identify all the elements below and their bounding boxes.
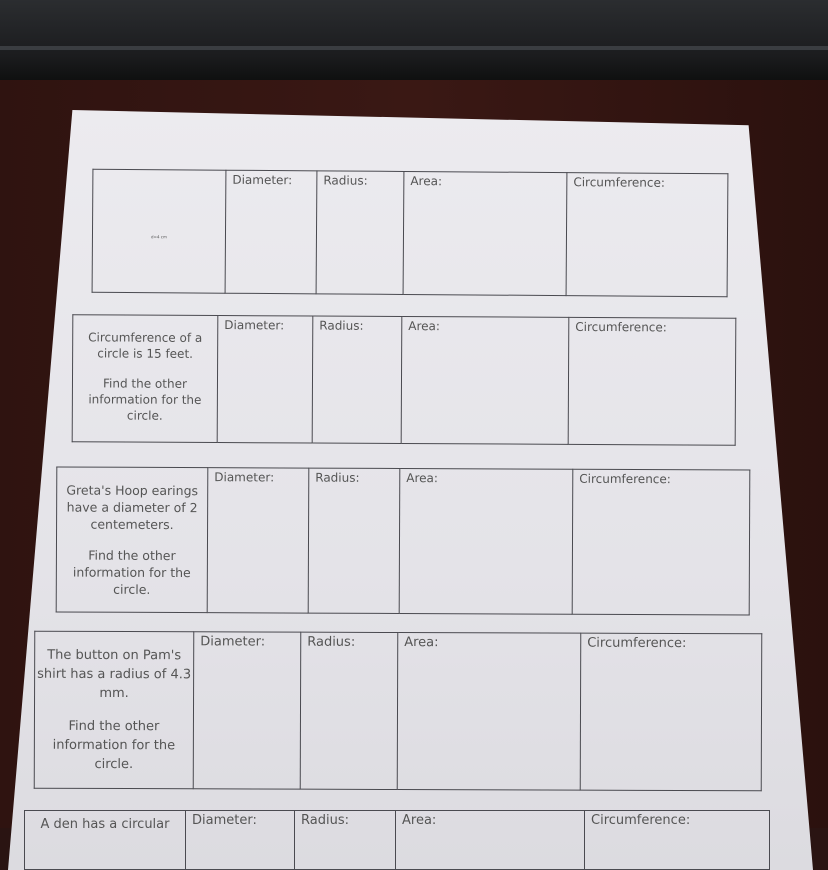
problem-3-prompt <box>56 467 208 613</box>
circumference-cell[interactable] <box>568 317 736 445</box>
problem-3-instruction: Find the other information for the circle. <box>72 547 191 597</box>
problem-4-prompt <box>34 631 194 789</box>
diameter-label: Diameter: <box>232 172 293 188</box>
circumference-cell[interactable] <box>585 811 770 870</box>
diameter-label: Diameter: <box>224 318 285 333</box>
diameter-cell[interactable] <box>186 811 295 870</box>
circumference-cell[interactable] <box>566 173 728 297</box>
radius-label: Radius: <box>315 470 360 485</box>
problem-table-5 <box>24 810 770 870</box>
scanner-lid <box>0 0 828 80</box>
circumference-label: Circumference: <box>573 175 665 190</box>
diameter-cell[interactable] <box>217 316 313 443</box>
circumference-label: Circumference: <box>579 471 671 487</box>
diameter-label: Diameter: <box>214 470 275 485</box>
circumference-cell[interactable] <box>572 469 750 615</box>
circumference-cell[interactable] <box>580 633 762 791</box>
circumference-label: Circumference: <box>587 635 687 652</box>
circumference-label: Circumference: <box>575 319 667 335</box>
radius-label: Radius: <box>319 318 364 333</box>
problem-4-statement: The button on Pam's shirt has a radius of 4.3 mm. <box>37 647 192 702</box>
diameter-cell[interactable] <box>225 170 317 294</box>
problem-5-prompt <box>25 811 186 870</box>
diameter-label: Diameter: <box>192 813 257 828</box>
problem-table-2 <box>72 314 737 445</box>
problem-1-figure-label: d=4 cm <box>151 234 167 240</box>
area-label: Area: <box>404 635 439 651</box>
area-label: Area: <box>410 174 443 189</box>
problem-5-statement: A den has a circular <box>40 817 170 832</box>
area-cell[interactable] <box>397 632 581 790</box>
radius-label: Radius: <box>301 813 349 828</box>
radius-cell[interactable] <box>308 468 400 613</box>
diameter-label: Diameter: <box>200 634 266 650</box>
circumference-label: Circumference: <box>591 813 691 828</box>
radius-cell[interactable] <box>312 316 402 443</box>
problem-table-3 <box>56 466 751 615</box>
diameter-cell[interactable] <box>193 632 301 789</box>
area-cell[interactable] <box>401 316 569 444</box>
radius-label: Radius: <box>307 634 356 650</box>
radius-label: Radius: <box>323 173 368 188</box>
problem-2-instruction: Find the other information for the circle. <box>88 376 202 423</box>
radius-cell[interactable] <box>300 632 398 789</box>
scanner-edge <box>0 46 828 50</box>
radius-cell[interactable] <box>316 171 404 295</box>
radius-cell[interactable] <box>295 811 396 870</box>
problem-2-prompt <box>72 315 218 443</box>
area-cell[interactable] <box>403 171 567 295</box>
area-cell[interactable] <box>399 468 573 614</box>
area-cell[interactable] <box>396 811 585 870</box>
area-label: Area: <box>406 471 438 486</box>
diameter-cell[interactable] <box>207 468 309 613</box>
problem-4-instruction: Find the other information for the circle. <box>52 718 176 773</box>
problem-1-prompt <box>92 169 226 293</box>
problem-3-statement: Greta's Hoop earings have a diameter of 2 centemeters. <box>66 482 199 532</box>
problem-2-statement: Circumference of a circle is 15 feet. <box>88 330 203 361</box>
problem-table-4 <box>34 631 763 792</box>
area-label: Area: <box>402 813 437 828</box>
area-label: Area: <box>408 319 440 334</box>
problem-table-1 <box>92 169 729 297</box>
